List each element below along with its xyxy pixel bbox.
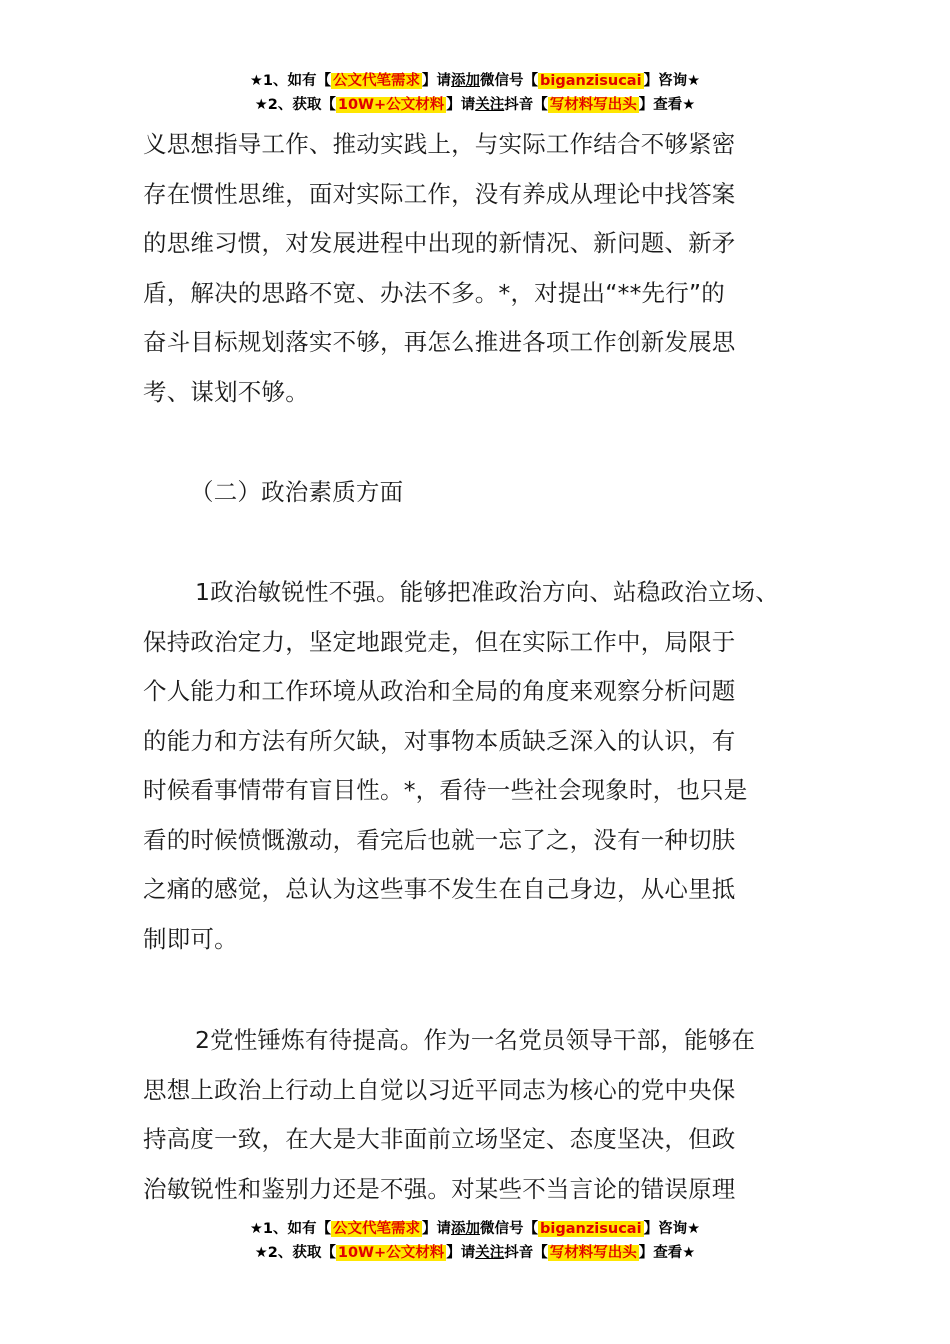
bottom-banner-line-1	[0, 1218, 950, 1240]
text-line: 2党性锤炼有待提高。作为一名党员领导干部，能够在	[195, 1026, 756, 1054]
text-line: 的能力和方法有所欠缺，对事物本质缺乏深入的认识，有	[143, 726, 736, 755]
banner-highlight: 公文代笔需求	[333, 73, 421, 89]
banner-highlight: 写材料写出头	[549, 97, 637, 113]
banner-text: ★1、如有【	[249, 1221, 332, 1237]
banner-highlight: 10W+公文材料	[337, 97, 445, 113]
banner-text: 】咨询★	[643, 1221, 701, 1237]
text-line: 考、谋划不够。	[143, 377, 309, 406]
paragraph-2	[143, 568, 813, 964]
heading-text: （二）政治素质方面	[190, 478, 404, 506]
banner-text: 】查看★	[638, 97, 696, 113]
text-line: 治敏锐性和鉴别力还是不强。对某些不当言论的错误原理	[143, 1174, 736, 1203]
text-line: 义思想指导工作、推动实践上，与实际工作结合不够紧密	[143, 130, 736, 158]
banner-highlight: 写材料写出头	[549, 1245, 637, 1261]
banner-text: ★2、获取【	[254, 1245, 336, 1261]
banner-text: 】查看★	[638, 1245, 696, 1261]
banner-text: ★1、如有【	[249, 73, 332, 89]
banner-underlined-text: 添加	[451, 1221, 481, 1237]
banner-text: 】请	[422, 1221, 452, 1237]
banner-underlined-text: 关注	[475, 97, 505, 113]
text-line: 制即可。	[143, 924, 238, 953]
banner-text: 】请	[446, 97, 476, 113]
banner-text: 】请	[422, 73, 452, 89]
banner-highlight: biganzisucai	[540, 1221, 642, 1237]
banner-underlined-text: 添加	[451, 73, 481, 89]
bottom-banner-line-2	[0, 1242, 950, 1264]
text-line: 保持政治定力，坚定地跟党走，但在实际工作中，局限于	[143, 627, 736, 656]
banner-text: 抖音【	[504, 97, 548, 113]
banner-text: 抖音【	[504, 1245, 548, 1261]
banner-text: 微信号【	[480, 73, 539, 89]
banner-highlight: 10W+公文材料	[337, 1245, 445, 1261]
text-line: 个人能力和工作环境从政治和全局的角度来观察分析问题	[143, 677, 736, 705]
text-line: 时候看事情带有盲目性。*，看待一些社会现象时，也只是	[143, 776, 748, 804]
paragraph-1	[143, 120, 813, 417]
text-line: 奋斗目标规划落实不够，再怎么推进各项工作创新发展思	[143, 328, 736, 356]
banner-text: 】咨询★	[643, 73, 701, 89]
section-heading	[190, 468, 860, 518]
banner-highlight: biganzisucai	[540, 73, 642, 89]
banner-highlight: 公文代笔需求	[333, 1221, 421, 1237]
text-line: 盾，解决的思路不宽、办法不多。*，对提出“**先行”的	[143, 278, 725, 307]
banner-underlined-text: 关注	[475, 1245, 505, 1261]
top-banner-line-2	[0, 94, 950, 116]
paragraph-3	[143, 1016, 813, 1214]
banner-text: 微信号【	[480, 1221, 539, 1237]
text-line: 存在惯性思维，面对实际工作，没有养成从理论中找答案	[143, 179, 736, 208]
banner-text: ★2、获取【	[254, 97, 336, 113]
top-banner-line-1	[0, 70, 950, 92]
text-line: 1政治敏锐性不强。能够把准政治方向、站稳政治立场、	[195, 578, 779, 606]
text-line: 持高度一致，在大是大非面前立场坚定、态度坚决，但政	[143, 1125, 736, 1153]
text-line: 的思维习惯，对发展进程中出现的新情况、新问题、新矛	[143, 229, 736, 257]
text-line: 看的时候愤慨激动，看完后也就一忘了之，没有一种切肤	[143, 825, 736, 854]
banner-text: 】请	[446, 1245, 476, 1261]
text-line: 思想上政治上行动上自觉以习近平同志为核心的党中央保	[143, 1075, 736, 1104]
text-line: 之痛的感觉，总认为这些事不发生在自己身边，从心里抵	[143, 875, 736, 903]
